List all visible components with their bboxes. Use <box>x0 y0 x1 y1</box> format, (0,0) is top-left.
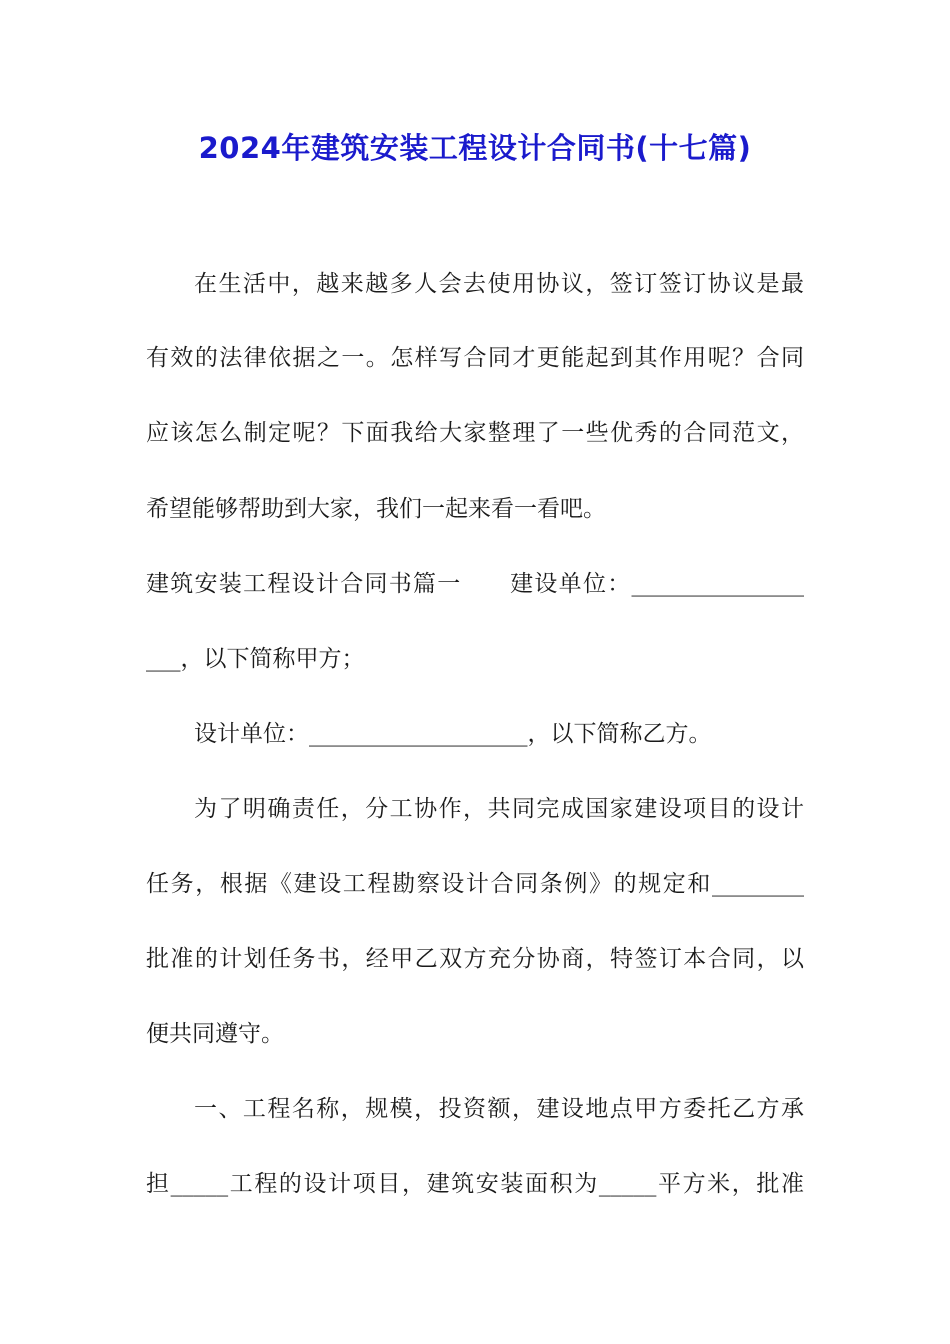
section-heading-line: 建筑安装工程设计合同书篇一 建设单位：_______________ <box>146 571 804 597</box>
paragraph-line: 任务，根据《建设工程勘察设计合同条例》的规定和________ <box>146 871 804 897</box>
paragraph-line: ___，以下简称甲方； <box>146 646 365 672</box>
paragraph-line: 希望能够帮助到大家，我们一起来看一看吧。 <box>146 496 606 522</box>
paragraph-line: 为了明确责任，分工协作，共同完成国家建设项目的设计 <box>194 796 804 822</box>
paragraph-line: 有效的法律依据之一。怎样写合同才更能起到其作用呢？合同 <box>146 345 804 371</box>
paragraph-line: 应该怎么制定呢？下面我给大家整理了一些优秀的合同范文， <box>146 420 804 446</box>
paragraph-line: 批准的计划任务书，经甲乙双方充分协商，特签订本合同，以 <box>146 946 804 972</box>
paragraph-line: 设计单位：___________________，以下简称乙方。 <box>194 721 712 747</box>
document-title: 2024年建筑安装工程设计合同书(十七篇) <box>198 131 752 165</box>
paragraph-line: 担_____工程的设计项目，建筑安装面积为_____平方米，批准 <box>146 1171 804 1197</box>
paragraph-line: 一、工程名称，规模，投资额，建设地点甲方委托乙方承 <box>194 1096 804 1122</box>
paragraph-line: 在生活中，越来越多人会去使用协议，签订签订协议是最 <box>194 271 804 297</box>
paragraph-line: 便共同遵守。 <box>146 1021 284 1047</box>
